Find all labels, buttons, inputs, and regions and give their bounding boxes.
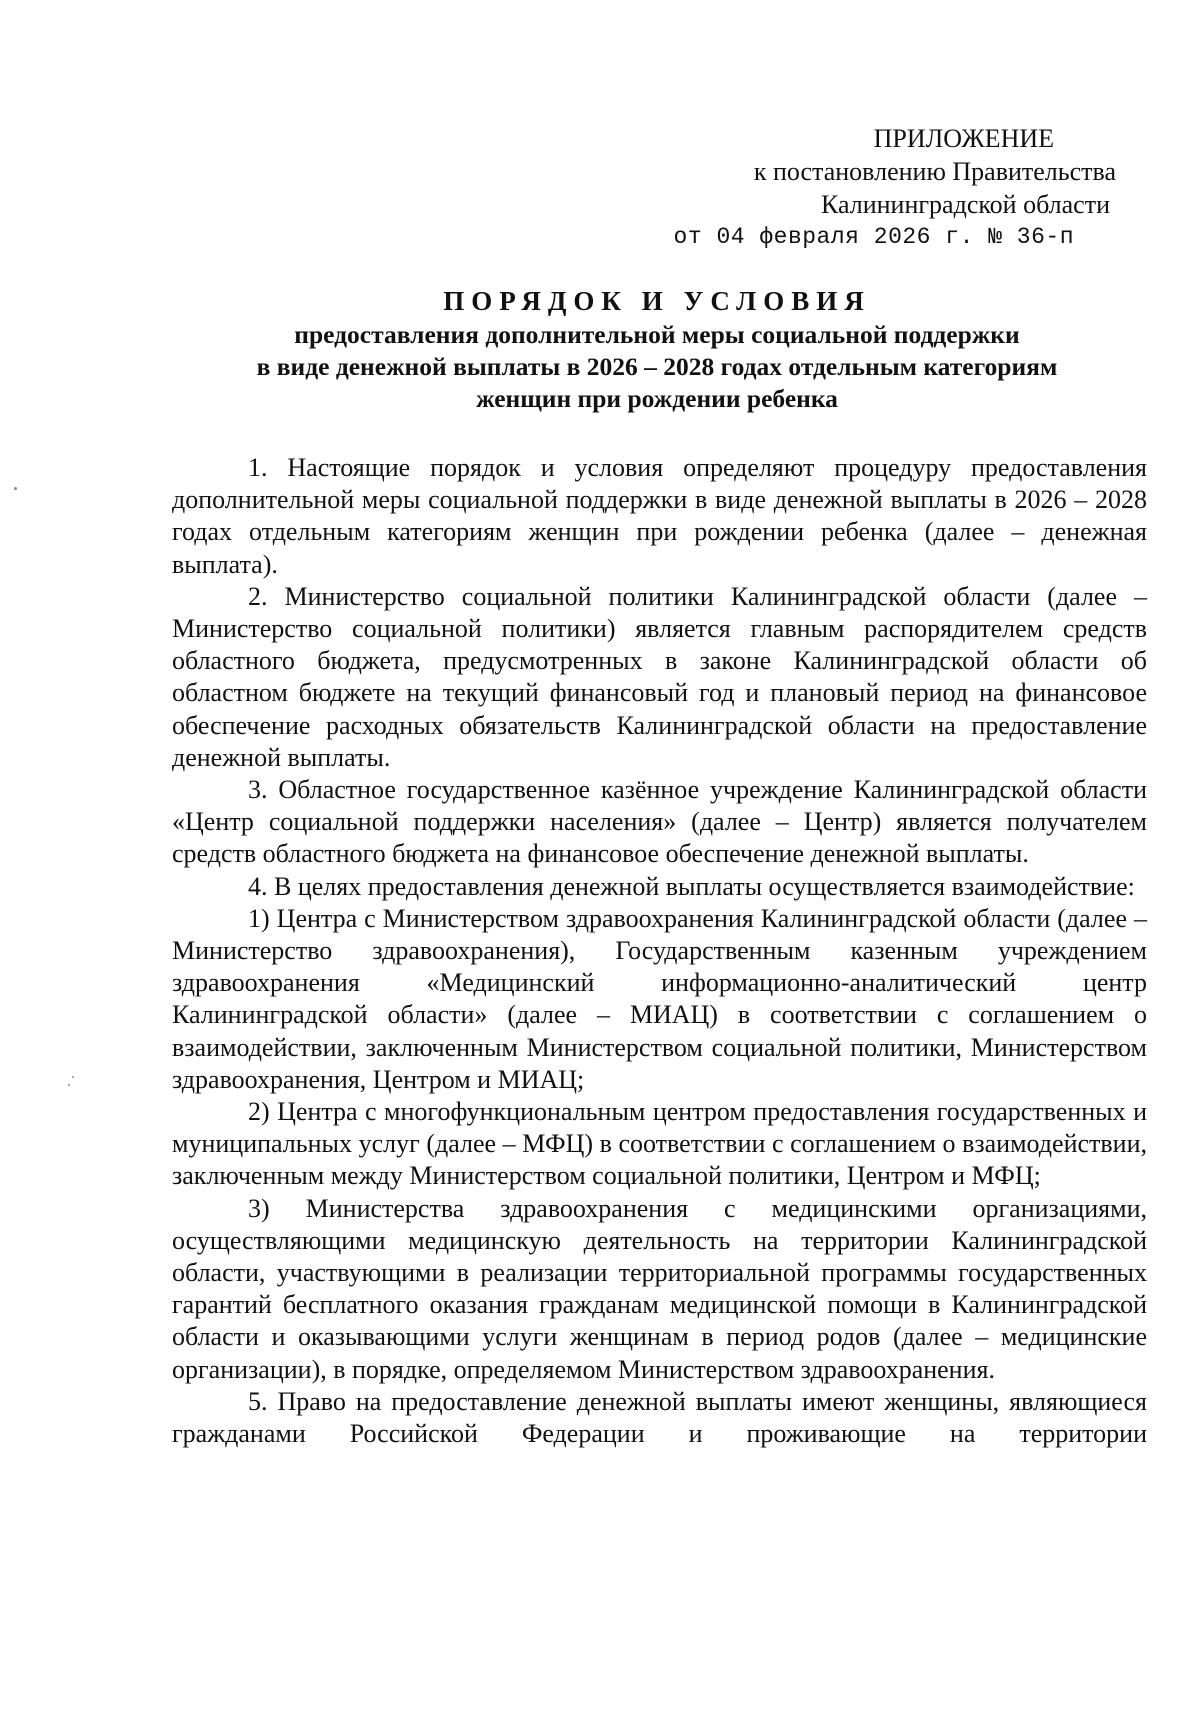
appendix-title: ПРИЛОЖЕНИЕ — [873, 124, 1054, 153]
appendix-header — [656, 122, 1116, 254]
paragraph-1: 1. Настоящие порядок и условия определяют процедуру предоставления дополнительной меры социальной поддержки в виде денежной выплаты в 2026 – 2028 годах отдельным категориям женщин при рождении ребенка (далее – денежная выплата). — [172, 453, 1147, 579]
document-body — [172, 452, 1147, 1450]
appendix-date-line: от 04 февраля 2026 г. № 36-п — [673, 224, 1074, 250]
document-heading — [170, 283, 1144, 415]
document-subtitle-line: женщин при рождении ребенка — [476, 384, 838, 413]
appendix-resolution-line: к постановлению Правительства — [753, 157, 1116, 186]
paragraph-4-item-3: 3) Министерства здравоохранения с медицинскими организациями, осуществляющими медицинскую деятельность на территории Калининградской области, участвующими в реализации территориальной программы государственных гарантий бесплатного оказания гражданам медицинской помощи в Калининградской области и оказывающими услуги женщинам в период родов (далее – медицинские организации), в порядке, определяемом Министерством здравоохранения. — [172, 1193, 1147, 1384]
document-title: ПОРЯДОК И УСЛОВИЯ — [443, 286, 871, 316]
document-subtitle-line: предоставления дополнительной меры социальной поддержки — [294, 320, 1020, 349]
paragraph-4: 4. В целях предоставления денежной выплаты осуществляется взаимодействие: — [248, 871, 1135, 901]
paragraph-2: 2. Министерство социальной политики Калининградской области (далее – Министерство социальной политики) является главным распорядителем средств областного бюджета, предусмотренных в законе Калининградской области об областном бюджете на текущий финансовый год и плановый период на финансовое обеспечение расходных обязательств Калининградской области на предоставление денежной выплаты. — [172, 581, 1147, 772]
scan-speck — [14, 487, 17, 490]
paragraph-5: 5. Право на предоставление денежной выплаты имеют женщины, являющиеся гражданами Российской Федерации и проживающие на территории — [172, 1386, 1147, 1449]
appendix-region-line: Калининградской области — [820, 190, 1110, 219]
paragraph-3: 3. Областное государственное казённое учреждение Калининградской области «Центр социальной поддержки населения» (далее – Центр) является получателем средств областного бюджета на финансовое обеспечение денежной выплаты. — [172, 775, 1147, 869]
document-subtitle-line: в виде денежной выплаты в 2026 – 2028 годах отдельным категориям — [256, 352, 1058, 381]
scan-speck — [68, 1084, 70, 1086]
paragraph-4-item-1: 1) Центра с Министерством здравоохранения Калининградской области (далее – Министерство здравоохранения), Государственным казенным учреждением здравоохранения «Медицинский информационно-аналитический центр Калининградской области» (далее – МИАЦ) в соответствии с соглашением о взаимодействии, заключенным Министерством социальной политики, Министерством здравоохранения, Центром и МИАЦ; — [172, 903, 1147, 1094]
scan-speck — [72, 1076, 74, 1078]
paragraph-4-item-2: 2) Центра с многофункциональным центром предоставления государственных и муниципальных услуг (далее – МФЦ) в соответствии с соглашением о взаимодействии, заключенным между Министерством социальной политики, Центром и МФЦ; — [172, 1097, 1147, 1191]
